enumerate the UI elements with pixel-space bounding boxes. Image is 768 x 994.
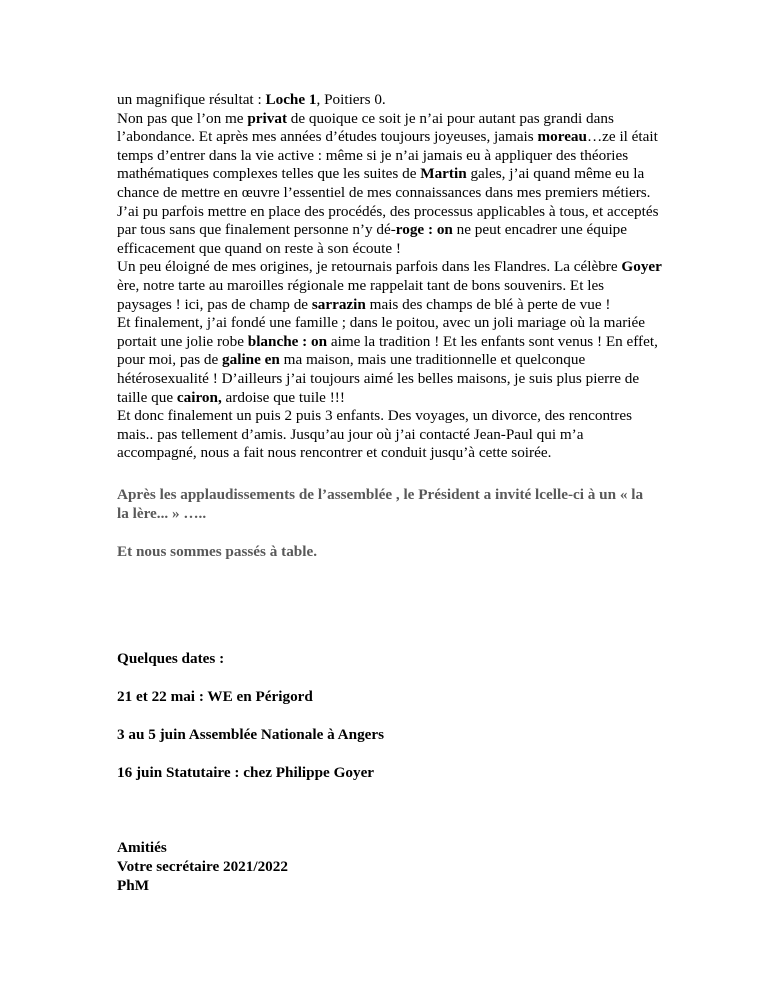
- story-line: Et finalement, j’ai fondé une famille ; dans le poitou, avec un joli mariage où la mariée: [117, 314, 645, 332]
- date-item: 16 juin Statutaire : chez Philippe Goyer: [117, 763, 375, 781]
- dates-heading: Quelques dates :: [117, 649, 225, 667]
- story-line: l’abondance. Et après mes années d’études toujours joyeuses, jamais moreau…ze il était: [117, 128, 658, 146]
- applause-line: la lère... » …..: [117, 504, 207, 522]
- date-item: 3 au 5 juin Assemblée Nationale à Angers: [117, 725, 385, 743]
- story-line: chance de mettre en œuvre l’essentiel de mes connaissances dans mes premiers métiers.: [117, 183, 651, 201]
- story-line: un magnifique résultat : Loche 1, Poitiers 0.: [117, 91, 386, 108]
- signature-greeting: Amitiés: [117, 838, 167, 856]
- date-item: 21 et 22 mai : WE en Périgord: [117, 687, 313, 705]
- story-line: accompagné, nous a fait nous rencontrer et conduit jusqu’à cette soirée.: [117, 444, 552, 462]
- applause-line: Après les applaudissements de l’assemblée , le Président a invité lcelle-ci à un « la: [117, 485, 644, 503]
- applause-paragraph: [117, 485, 658, 523]
- story-line: pour moi, pas de galine en ma maison, mais une traditionnelle et quelconque: [117, 351, 586, 369]
- story-line: hétérosexualité ! D’ailleurs j’ai toujours aimé les belles maisons, je suis plus pierre de: [117, 369, 640, 387]
- story-paragraphs: [117, 91, 662, 463]
- signature-role: Votre secrétaire 2021/2022: [117, 857, 288, 875]
- story-line: J’ai pu parfois mettre en place des procédés, des processus applicables à tous, et acceptés: [117, 202, 659, 220]
- signature-block: [117, 838, 658, 895]
- story-line: mathématiques complexes telles que les suites de Martin gales, j’ai quand même eu la: [117, 165, 645, 183]
- story-line: taille que cairon, ardoise que tuile !!!: [117, 388, 345, 406]
- story-line: mais.. pas tellement d’amis. Jusqu’au jour où j’ai contacté Jean-Paul qui m’a: [117, 425, 584, 443]
- story-line: Et donc finalement un puis 2 puis 3 enfants. Des voyages, un divorce, des rencontres: [117, 407, 632, 425]
- story-line: Un peu éloigné de mes origines, je retournais parfois dans les Flandres. La célèbre Goyer: [117, 258, 662, 276]
- story-line: paysages ! ici, pas de champ de sarrazin mais des champs de blé à perte de vue !: [117, 295, 611, 313]
- signature-initials: PhM: [117, 876, 150, 894]
- story-line: par tous sans que finalement personne n’y dé-roge : on ne peut encadrer une équipe: [117, 221, 628, 239]
- story-line: temps d’entrer dans la vie active : même si je n’ai jamais eu à appliquer des théories: [117, 146, 629, 164]
- story-line: ère, notre tarte au maroilles régionale me rappelait tant de bons souvenirs. Et les: [117, 276, 605, 294]
- story-line: Non pas que l’on me privat de quoique ce soit je n’ai pour autant pas grandi dans: [117, 109, 614, 127]
- to-table-line: Et nous sommes passés à table.: [117, 542, 317, 560]
- story-line: portait une jolie robe blanche : on aime la tradition ! Et les enfants sont venus ! En effet,: [117, 332, 658, 350]
- story-line: efficacement que quand on reste à son écoute !: [117, 239, 401, 257]
